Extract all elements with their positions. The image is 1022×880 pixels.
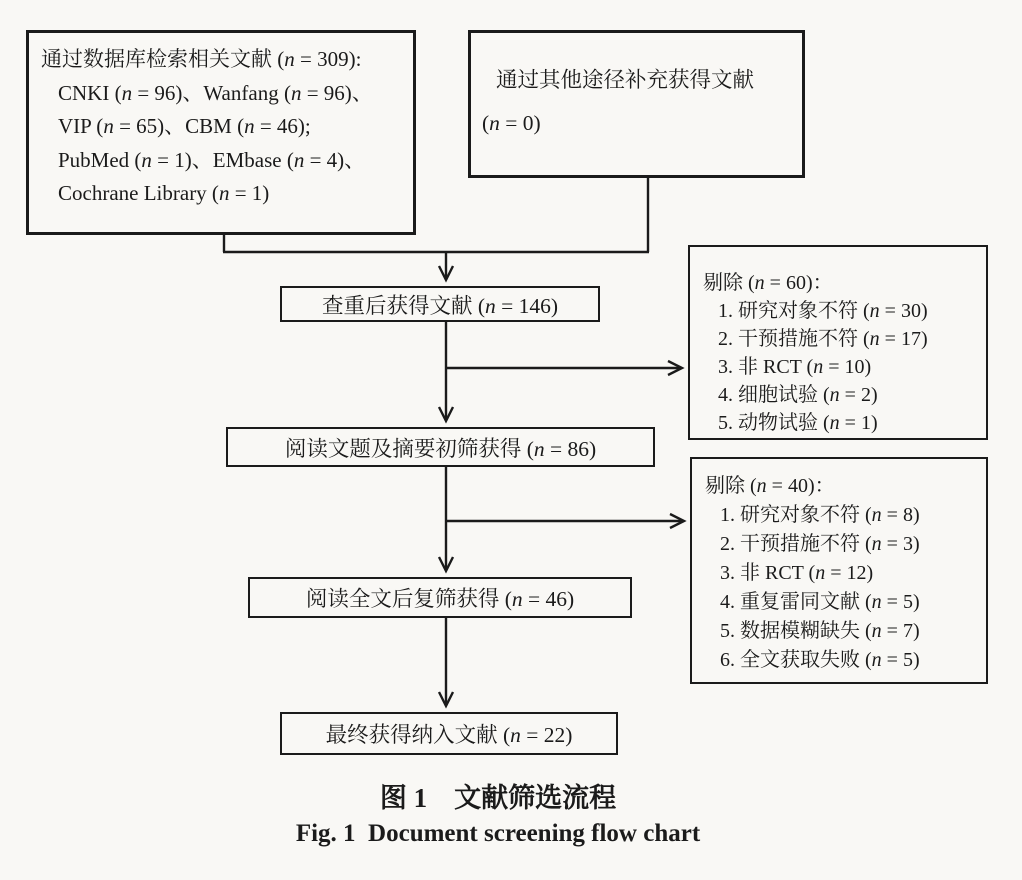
box-after-dedup: [280, 286, 600, 322]
box-database-search: [26, 30, 416, 235]
excluded2-item: 1. 研究对象不符 (n = 8): [720, 504, 920, 526]
database-search-detail: VIP (n = 65)、CBM (n = 46);: [58, 114, 311, 138]
excluded1-header: 剔除 (n = 60)：: [703, 272, 833, 294]
excluded1-item: 5. 动物试验 (n = 1): [718, 412, 878, 434]
title-abstract-screen-label: 阅读文题及摘要初筛获得 (n = 86): [284, 436, 597, 461]
database-search-detail: CNKI (n = 96)、Wanfang (n = 96)、: [58, 80, 373, 105]
excluded1-item: 2. 干预措施不符 (n = 17): [718, 328, 928, 350]
box-title-abstract-screen: [226, 427, 655, 467]
figure-caption-english: Fig. 1 Document screening flow chart: [295, 820, 701, 847]
excluded2-item: 3. 非 RCT (n = 12): [720, 562, 874, 584]
other-sources-title: 通过其他途径补充获得文献: [496, 68, 755, 92]
other-sources-count: (n = 0): [482, 111, 541, 135]
excluded2-item: 5. 数据模糊缺失 (n = 7): [720, 620, 920, 642]
final-included-label: 最终获得纳入文献 (n = 22): [325, 723, 573, 747]
box-other-sources: [468, 30, 805, 178]
figure-caption-chinese: 图 1 文献筛选流程: [379, 783, 617, 813]
box-final-included: [280, 712, 618, 755]
excluded2-header: 剔除 (n = 40)：: [705, 475, 835, 497]
database-search-title: 通过数据库检索相关文献 (n = 309):: [41, 47, 362, 71]
after-dedup-label: 查重后获得文献 (n = 146): [321, 293, 559, 318]
fulltext-screen-label: 阅读全文后复筛获得 (n = 46): [305, 587, 575, 611]
excluded1-item: 4. 细胞试验 (n = 2): [718, 384, 878, 406]
box-fulltext-screen: [248, 577, 632, 618]
box-excluded-second-round: [690, 457, 988, 684]
box-excluded-first-round: [688, 245, 988, 440]
excluded2-item: 6. 全文获取失败 (n = 5): [720, 649, 920, 671]
excluded2-item: 2. 干预措施不符 (n = 3): [720, 533, 920, 555]
excluded1-item: 1. 研究对象不符 (n = 30): [718, 300, 928, 322]
excluded2-item: 4. 重复雷同文献 (n = 5): [720, 591, 920, 613]
database-search-detail: Cochrane Library (n = 1): [58, 181, 270, 205]
excluded1-item: 3. 非 RCT (n = 10): [718, 356, 872, 378]
database-search-detail: PubMed (n = 1)、EMbase (n = 4)、: [58, 147, 366, 172]
